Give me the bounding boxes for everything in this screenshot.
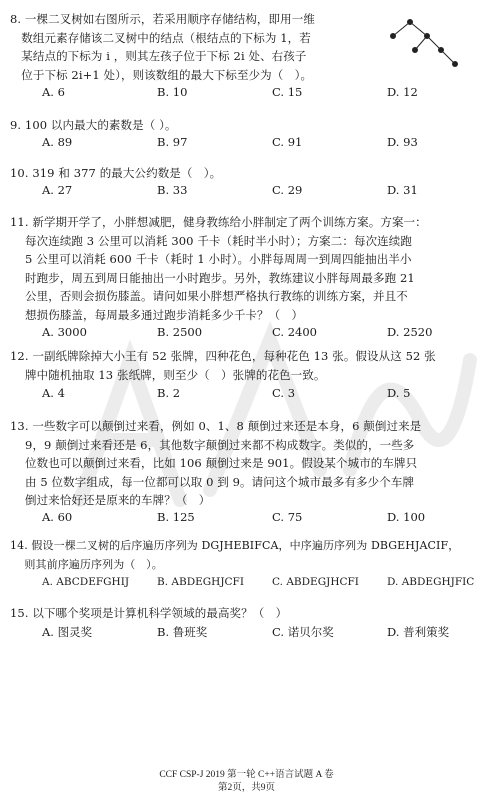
option-c: C. 29 (272, 183, 303, 197)
option-d: D. 12 (387, 85, 418, 99)
footer-title: CCF CSP-J 2019 第一轮 C++语言试题 A 卷 (159, 770, 334, 780)
option-c: C. 3 (272, 386, 296, 400)
binary-tree-figure (375, 14, 465, 74)
option-a: A. 27 (42, 183, 73, 197)
option-a: A. 图灵奖 (42, 625, 93, 639)
question-11-text: 11. 新学期开学了，小胖想减肥，健身教练给小胖制定了两个训练方案。方案一： 每次连续跑 3 公里可以消耗 300 千卡（耗时半小时）；方案二：每次连续跑 5 公里可以消耗 600 千卡（耗时 1 小时）。小胖每周周一到周四能抽出半小 时跑步，周五到周日能抽出一小时跑步。另外，教练建议小胖每周最多跑 21 公里，否则会损伤膝盖。请问如果小胖想严格执行教练的训练方案，并且不 想损伤膝盖，每周最多通过跑步消耗多少千卡？（ ） (10, 215, 427, 322)
option-b: B. 鲁班奖 (157, 625, 208, 639)
question-14-text: 14. 假设一棵二叉树的后序遍历序列为 DGJHEBIFCA，中序遍历序列为 DBGEHJACIF， 则其前序遍历序列为（ ）。 (10, 539, 460, 571)
option-a: A. ABCDEFGHIJ (42, 576, 130, 588)
option-d: D. 93 (387, 135, 418, 149)
option-b: B. 33 (157, 183, 188, 197)
footer-page-number: 第2页，共9页 (217, 783, 275, 793)
option-d: D. 5 (387, 386, 411, 400)
question-8-text: 8. 一棵二叉树如右图所示，若采用顺序存储结构，即用一维 数组元素存储该二叉树中的结点（根结点的下标为 1，若 某结点的下标为 i ，则其左孩子位于下标 2i 处、右孩子 位于下标 2i+1 处），则该数组的最大下标至少为（ ）。 (10, 12, 315, 82)
option-b: B. 125 (157, 510, 195, 524)
option-c: C. 75 (272, 510, 303, 524)
option-a: A. 89 (42, 135, 73, 149)
option-d: D. 普利策奖 (387, 625, 450, 639)
option-b: B. ABDEGHJCFI (157, 576, 244, 588)
option-b: B. 2500 (157, 325, 203, 339)
option-b: B. 2 (157, 386, 181, 400)
option-c: C. 2400 (272, 325, 317, 339)
option-d: D. 31 (387, 183, 418, 197)
option-c: C. 15 (272, 85, 303, 99)
option-d: D. ABDEGHJFIC (387, 576, 475, 588)
question-12-text: 12. 一副纸牌除掉大小王有 52 张牌，四种花色，每种花色 13 张。假设从这 52 张 牌中随机抽取 13 张纸牌，则至少（ ）张牌的花色一致。 (10, 349, 436, 382)
option-a: A. 60 (42, 510, 73, 524)
option-d: D. 2520 (387, 325, 433, 339)
option-b: B. 10 (157, 85, 188, 99)
option-b: B. 97 (157, 135, 188, 149)
question-9-text: 9. 100 以内最大的素数是（ ）。 (10, 118, 177, 132)
option-c: C. 诺贝尔奖 (272, 625, 334, 639)
option-c: C. ABDEGJHCFI (272, 576, 359, 588)
option-a: A. 6 (42, 85, 65, 99)
option-a: A. 4 (42, 386, 65, 400)
option-d: D. 100 (387, 510, 426, 524)
option-a: A. 3000 (42, 325, 87, 339)
question-15-text: 15. 以下哪个奖项是计算机科学领域的最高奖？（ ） (10, 606, 288, 620)
question-13-text: 13. 一些数字可以颠倒过来看，例如 0、1、8 颠倒过来还是本身，6 颠倒过来是 9，9 颠倒过来看还是 6，其他数字颠倒过来都不构成数字。类似的，一些多 位数也可以颠倒过来看，比如 106 颠倒过来是 901。假设某个城市的车牌只 由 5 位数字组成，每一位都可以取 0 到 9。请问这个城市最多有多少个车牌 倒过来恰好还是原来的车牌？（ ） (10, 419, 422, 507)
option-c: C. 91 (272, 135, 303, 149)
question-10-text: 10. 319 和 377 的最大公约数是（ ）。 (10, 166, 222, 180)
